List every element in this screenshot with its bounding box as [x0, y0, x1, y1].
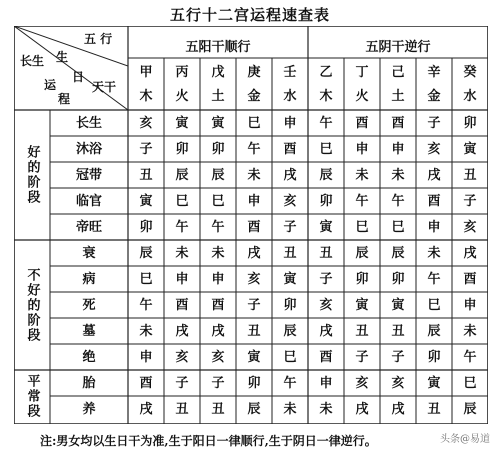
branch-cell: 子	[247, 297, 261, 313]
branch-cell: 申	[463, 297, 477, 313]
branch-cell: 卯	[283, 297, 297, 313]
corner-tiangan: 天干	[92, 80, 117, 94]
branch-cell: 寅	[463, 141, 477, 157]
branch-cell: 巳	[139, 271, 153, 287]
branch-cell: 戌	[463, 245, 477, 261]
stage-label: 死	[82, 297, 96, 313]
branch-cell: 卯	[319, 193, 333, 209]
branch-cell: 子	[463, 193, 477, 209]
corner-changsheng: 长生	[20, 54, 45, 68]
branch-cell: 午	[355, 193, 369, 209]
watermark: 头条@易道	[440, 434, 490, 445]
branch-cell: 亥	[391, 375, 405, 391]
branch-cell: 子	[319, 271, 333, 287]
branch-cell: 寅	[211, 115, 225, 131]
branch-cell: 亥	[355, 375, 369, 391]
branch-cell: 亥	[139, 115, 153, 131]
branch-cell: 丑	[463, 167, 477, 183]
branch-cell: 酉	[391, 115, 405, 131]
branch-cell: 午	[247, 141, 261, 157]
branch-cell: 未	[427, 245, 441, 261]
branch-cell: 申	[283, 115, 297, 131]
branch-cell: 酉	[283, 141, 297, 157]
stage-label: 长生	[75, 115, 102, 131]
stem-xing: 金	[247, 88, 261, 104]
branch-cell: 寅	[355, 297, 369, 313]
branch-cell: 巳	[283, 349, 297, 365]
branch-cell: 酉	[247, 219, 261, 235]
stage-label: 墓	[82, 323, 96, 339]
phase-label: 好的阶段	[24, 145, 40, 205]
branch-cell: 寅	[175, 115, 189, 131]
branch-cell: 丑	[211, 401, 225, 417]
branch-cell: 巳	[427, 297, 441, 313]
branch-cell: 未	[211, 245, 225, 261]
corner-yun: 运	[44, 78, 57, 92]
branch-cell: 寅	[319, 219, 333, 235]
branch-cell: 酉	[355, 115, 369, 131]
stage-label: 养	[82, 401, 96, 417]
branch-cell: 丑	[139, 167, 153, 183]
stage-label: 冠带	[75, 167, 102, 183]
branch-cell: 午	[175, 219, 189, 235]
stem-xing: 水	[463, 88, 477, 104]
branch-cell: 子	[139, 141, 153, 157]
stem-xing: 金	[427, 88, 441, 104]
stem-gan: 辛	[427, 64, 441, 80]
branch-cell: 辰	[283, 323, 297, 339]
branch-cell: 巳	[391, 219, 405, 235]
branch-cell: 子	[391, 349, 405, 365]
branch-cell: 戌	[319, 323, 333, 339]
branch-cell: 巳	[247, 115, 261, 131]
stage-label: 衰	[82, 245, 96, 261]
branch-cell: 未	[319, 401, 333, 417]
branch-cell: 丑	[283, 245, 297, 261]
branch-cell: 戌	[283, 167, 297, 183]
branch-cell: 寅	[139, 193, 153, 209]
group-yang-header: 五阳干顺行	[185, 40, 251, 55]
branch-cell: 卯	[355, 271, 369, 287]
lookup-table	[14, 26, 488, 424]
stem-xing: 土	[391, 88, 405, 104]
branch-cell: 辰	[175, 167, 189, 183]
branch-cell: 未	[355, 167, 369, 183]
branch-cell: 申	[247, 193, 261, 209]
branch-cell: 卯	[175, 141, 189, 157]
branch-cell: 申	[355, 141, 369, 157]
branch-cell: 寅	[427, 375, 441, 391]
branch-cell: 午	[211, 219, 225, 235]
branch-cell: 卯	[391, 271, 405, 287]
branch-cell: 巳	[175, 193, 189, 209]
page-title: 五行十二宫运程速查表	[169, 6, 330, 24]
stem-gan: 壬	[283, 64, 297, 80]
branch-cell: 酉	[463, 271, 477, 287]
branch-cell: 辰	[391, 245, 405, 261]
stem-gan: 丙	[175, 64, 189, 80]
phase-label: 不好的阶段	[24, 267, 40, 343]
corner-cheng: 程	[58, 92, 71, 106]
branch-cell: 戌	[139, 401, 153, 417]
branch-cell: 申	[139, 349, 153, 365]
branch-cell: 未	[283, 401, 297, 417]
branch-cell: 戌	[391, 401, 405, 417]
branch-cell: 未	[247, 167, 261, 183]
branch-cell: 辰	[211, 167, 225, 183]
branch-cell: 午	[139, 297, 153, 313]
branch-cell: 申	[175, 271, 189, 287]
branch-cell: 辰	[463, 401, 477, 417]
branch-cell: 午	[427, 271, 441, 287]
branch-cell: 丑	[175, 401, 189, 417]
stage-label: 帝旺	[75, 219, 102, 235]
stem-gan: 乙	[319, 64, 333, 80]
stem-gan: 戊	[211, 64, 225, 80]
branch-cell: 戌	[355, 401, 369, 417]
branch-cell: 亥	[247, 271, 261, 287]
branch-cell: 戌	[175, 323, 189, 339]
corner-wuxing: 五 行	[84, 32, 113, 46]
stem-gan: 甲	[139, 64, 153, 80]
branch-cell: 子	[427, 115, 441, 131]
branch-cell: 辰	[319, 167, 333, 183]
corner-ri: 日	[72, 70, 85, 84]
branch-cell: 未	[175, 245, 189, 261]
stage-label: 胎	[82, 375, 96, 391]
branch-cell: 午	[391, 193, 405, 209]
stem-xing: 木	[319, 88, 333, 104]
branch-cell: 申	[211, 271, 225, 287]
branch-cell: 亥	[319, 297, 333, 313]
branch-cell: 酉	[211, 297, 225, 313]
stem-gan: 癸	[463, 64, 477, 80]
branch-cell: 丑	[355, 323, 369, 339]
branch-cell: 未	[139, 323, 153, 339]
branch-cell: 卯	[139, 219, 153, 235]
stem-xing: 火	[175, 88, 189, 104]
branch-cell: 未	[463, 323, 477, 339]
stem-gan: 丁	[355, 64, 369, 80]
footnote: 注:男女均以生日干为准,生于阳日一律顺行,生于阴日一律逆行。	[40, 434, 377, 448]
branch-cell: 午	[463, 349, 477, 365]
stem-xing: 火	[355, 88, 369, 104]
stage-label: 沐浴	[75, 141, 102, 157]
branch-cell: 午	[283, 375, 297, 391]
branch-cell: 寅	[391, 297, 405, 313]
stem-xing: 水	[283, 88, 297, 104]
branch-cell: 午	[319, 115, 333, 131]
stem-xing: 土	[211, 88, 225, 104]
branch-cell: 卯	[427, 349, 441, 365]
branch-cell: 戌	[427, 167, 441, 183]
branch-cell: 申	[427, 219, 441, 235]
branch-cell: 酉	[175, 297, 189, 313]
branch-cell: 丑	[427, 401, 441, 417]
stem-gan: 己	[391, 64, 405, 80]
branch-cell: 未	[391, 167, 405, 183]
branch-cell: 辰	[427, 323, 441, 339]
branch-cell: 丑	[247, 323, 261, 339]
branch-cell: 戌	[211, 323, 225, 339]
stem-gan: 庚	[247, 64, 261, 80]
branch-cell: 亥	[427, 141, 441, 157]
branch-cell: 丑	[319, 245, 333, 261]
branch-cell: 子	[283, 219, 297, 235]
branch-cell: 卯	[463, 115, 477, 131]
branch-cell: 子	[355, 349, 369, 365]
branch-cell: 寅	[283, 271, 297, 287]
group-yin-header: 五阴干逆行	[365, 40, 431, 55]
branch-cell: 亥	[175, 349, 189, 365]
branch-cell: 寅	[247, 349, 261, 365]
branch-cell: 申	[319, 375, 333, 391]
branch-cell: 巳	[355, 219, 369, 235]
branch-cell: 酉	[319, 349, 333, 365]
stage-label: 病	[82, 271, 96, 287]
stem-xing: 木	[139, 88, 153, 104]
branch-cell: 巳	[463, 375, 477, 391]
branch-cell: 戌	[247, 245, 261, 261]
branch-cell: 申	[391, 141, 405, 157]
branch-cell: 巳	[211, 193, 225, 209]
branch-cell: 酉	[139, 375, 153, 391]
branch-cell: 卯	[211, 141, 225, 157]
branch-cell: 子	[211, 375, 225, 391]
corner-sheng: 生	[56, 50, 69, 64]
branch-cell: 辰	[355, 245, 369, 261]
branch-cell: 卯	[247, 375, 261, 391]
branch-cell: 巳	[319, 141, 333, 157]
branch-cell: 酉	[427, 193, 441, 209]
branch-cell: 亥	[211, 349, 225, 365]
branch-cell: 子	[175, 375, 189, 391]
branch-cell: 辰	[247, 401, 261, 417]
branch-cell: 亥	[283, 193, 297, 209]
branch-cell: 亥	[463, 219, 477, 235]
branch-cell: 丑	[391, 323, 405, 339]
branch-cell: 辰	[139, 245, 153, 261]
stage-label: 绝	[82, 349, 96, 365]
phase-label: 平常段	[24, 373, 40, 419]
stage-label: 临官	[75, 193, 102, 209]
